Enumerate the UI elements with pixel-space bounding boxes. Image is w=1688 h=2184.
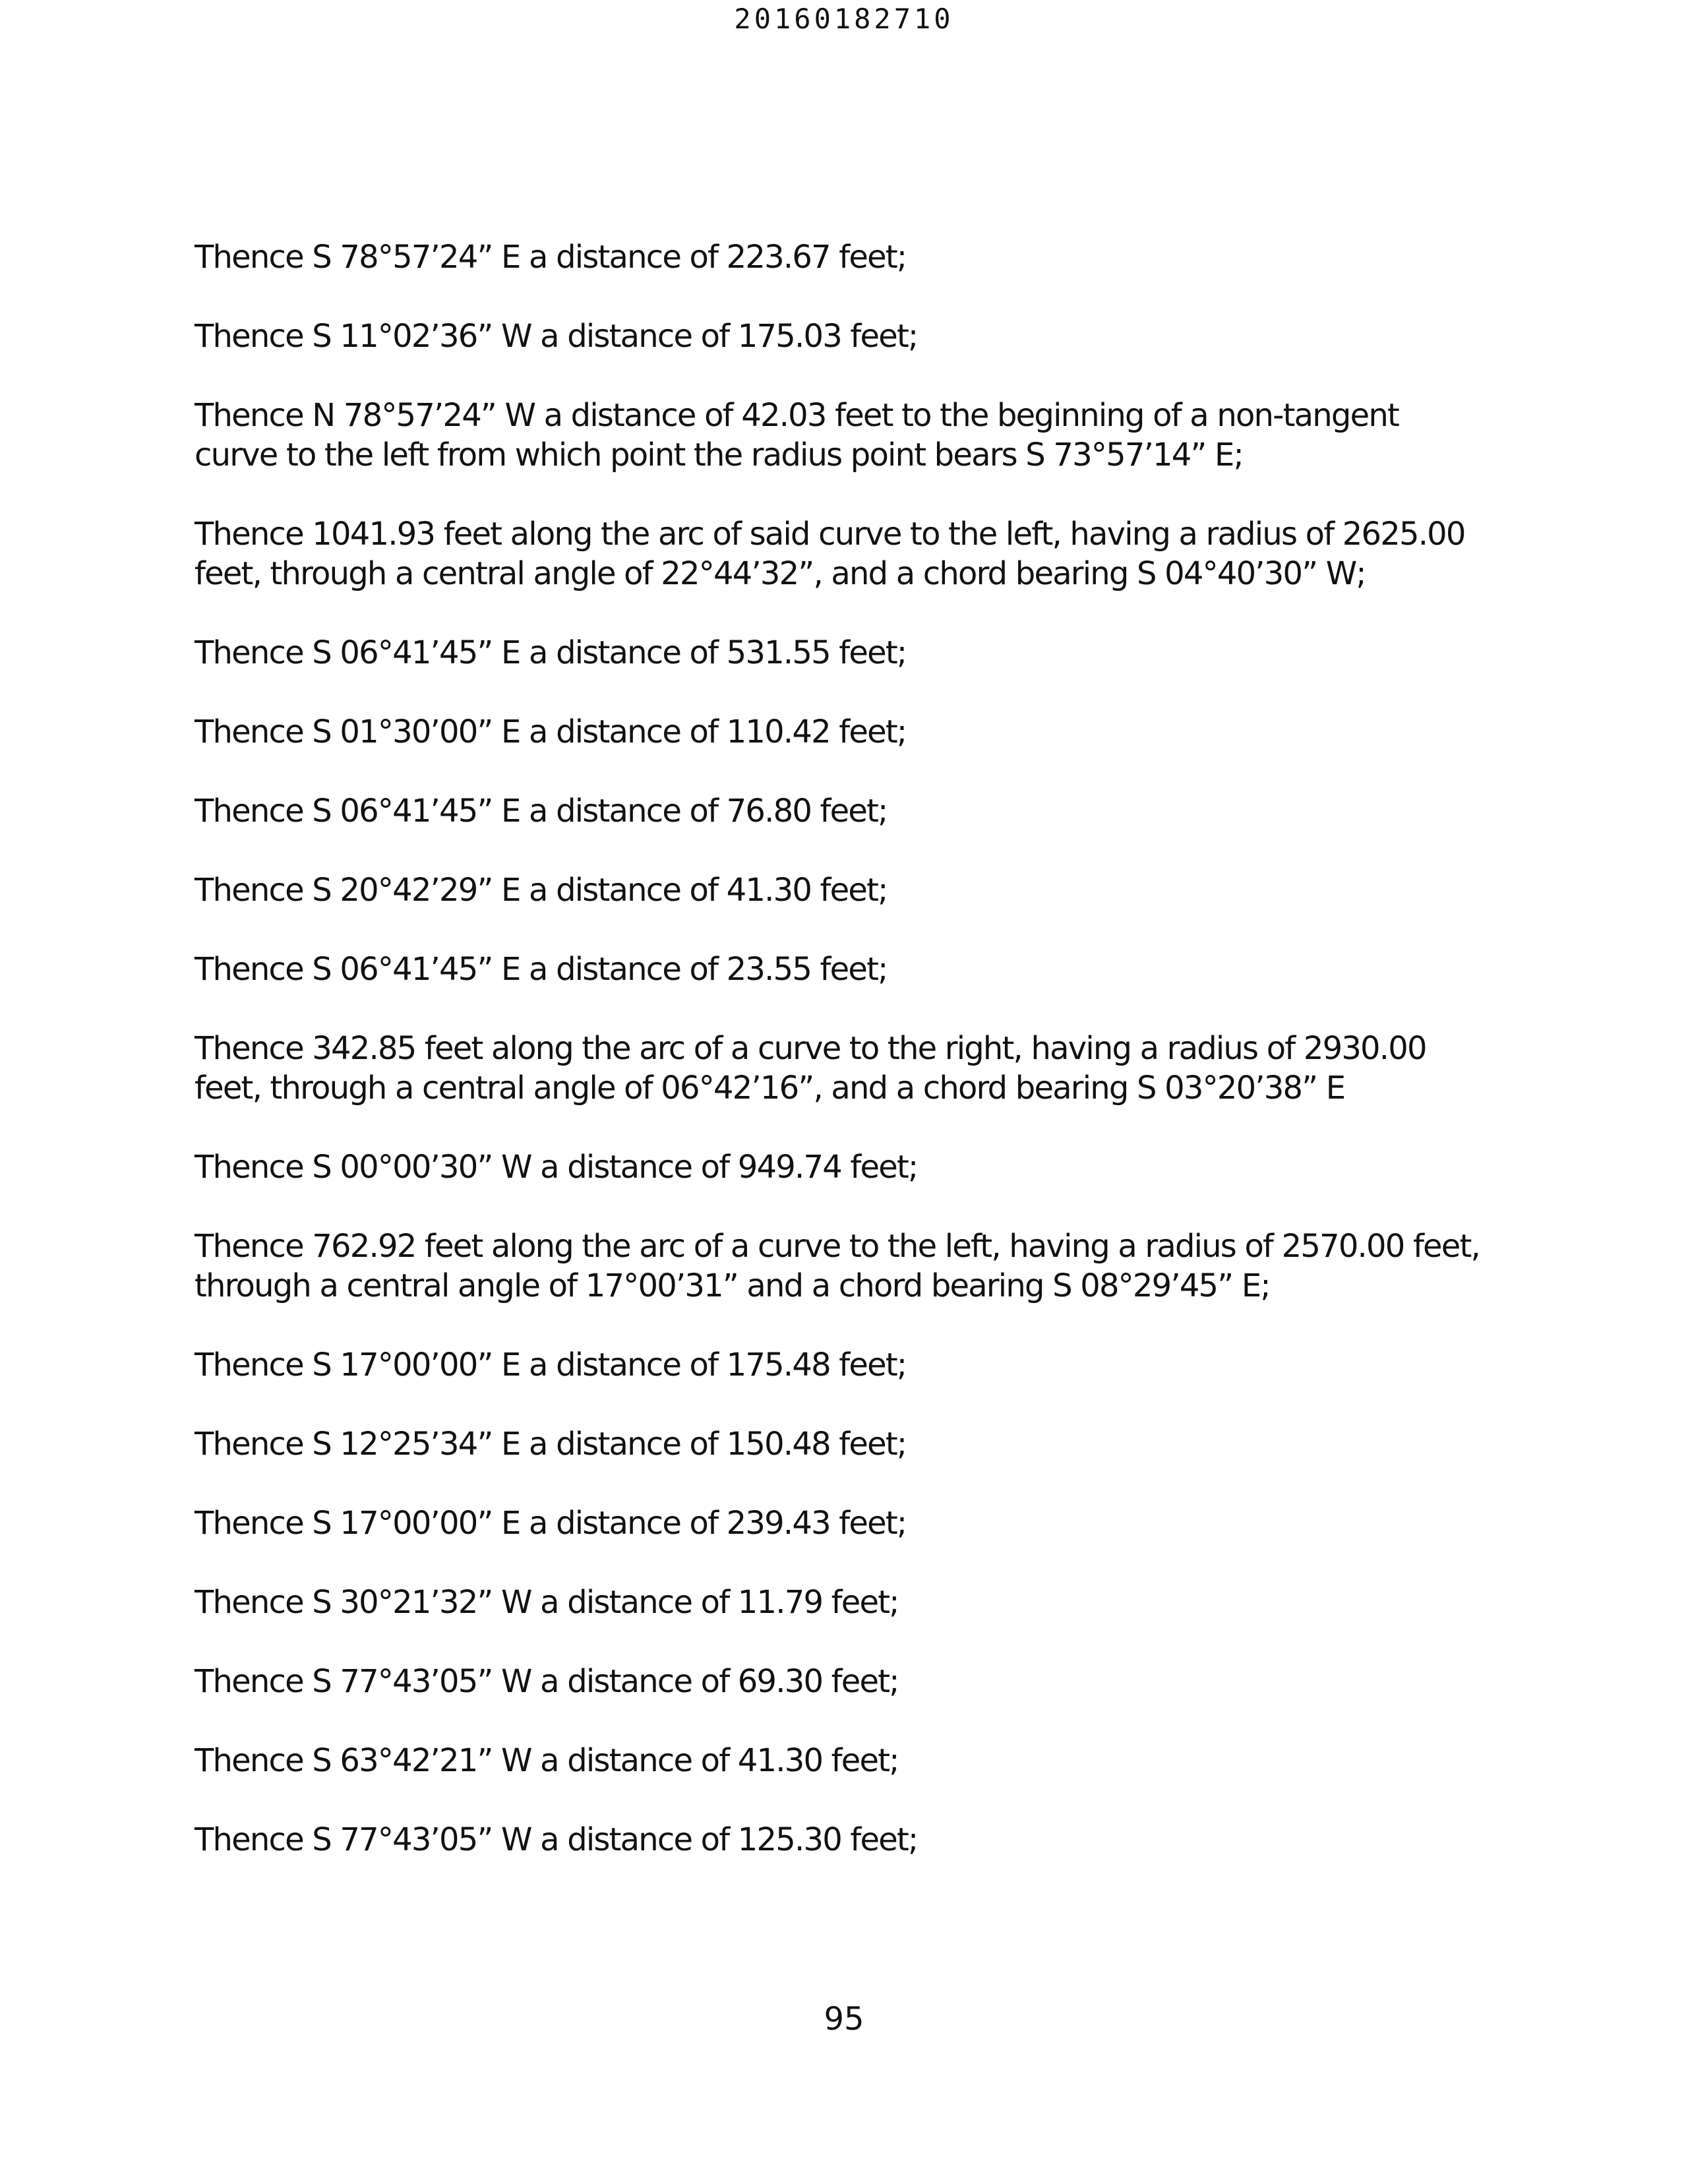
course-paragraph: Thence S 06°41’45” E a distance of 23.55 feet; xyxy=(195,951,888,988)
course-paragraph: Thence S 06°41’45” E a distance of 76.80 feet; xyxy=(195,793,888,830)
course-paragraph: Thence S 06°41’45” E a distance of 531.55 feet; xyxy=(195,634,907,671)
course-paragraph: Thence S 12°25’34” E a distance of 150.48 feet; xyxy=(195,1426,907,1463)
course-paragraph: Thence N 78°57’24” W a distance of 42.03 feet to the beginning of a non-tangent curve to the left from which point the radius point bears S 73°57’14” E; xyxy=(195,397,1399,473)
course-paragraph: Thence S 17°00’00” E a distance of 175.48 feet; xyxy=(195,1347,907,1383)
course-paragraph: Thence S 30°21’32” W a distance of 11.79 feet; xyxy=(195,1584,899,1621)
course-paragraph: Thence S 78°57’24” E a distance of 223.67 feet; xyxy=(195,239,907,276)
course-paragraph: Thence S 17°00’00” E a distance of 239.43 feet; xyxy=(195,1505,907,1542)
course-paragraph: Thence 762.92 feet along the arc of a curve to the left, having a radius of 2570.00 feet, through a central angle of 17°00’31” and a chord bearing S 08°29’45” E; xyxy=(195,1228,1480,1304)
course-paragraph: Thence S 00°00’30” W a distance of 949.74 feet; xyxy=(195,1149,918,1186)
document-number: 20160182710 xyxy=(734,3,954,35)
legal-description xyxy=(195,237,1533,1899)
course-paragraph: Thence S 77°43’05” W a distance of 69.30 feet; xyxy=(195,1663,899,1700)
course-paragraph: Thence S 11°02’36” W a distance of 175.03 feet; xyxy=(195,318,918,355)
course-paragraph: Thence 1041.93 feet along the arc of said curve to the left, having a radius of 2625.00 feet, through a central angle of 22°44’32”, and a chord bearing S 04°40’30” W; xyxy=(195,516,1465,592)
course-paragraph: Thence S 20°42’29” E a distance of 41.30 feet; xyxy=(195,872,888,909)
course-paragraph: Thence 342.85 feet along the arc of a curve to the right, having a radius of 2930.00 feet, through a central angle of 06°42’16”, and a chord bearing S 03°20’38” E xyxy=(195,1030,1426,1107)
page-number: 95 xyxy=(824,2001,864,2038)
course-paragraph: Thence S 63°42’21” W a distance of 41.30 feet; xyxy=(195,1742,899,1779)
course-paragraph: Thence S 77°43’05” W a distance of 125.30 feet; xyxy=(195,1821,918,1858)
course-paragraph: Thence S 01°30’00” E a distance of 110.42 feet; xyxy=(195,713,907,750)
